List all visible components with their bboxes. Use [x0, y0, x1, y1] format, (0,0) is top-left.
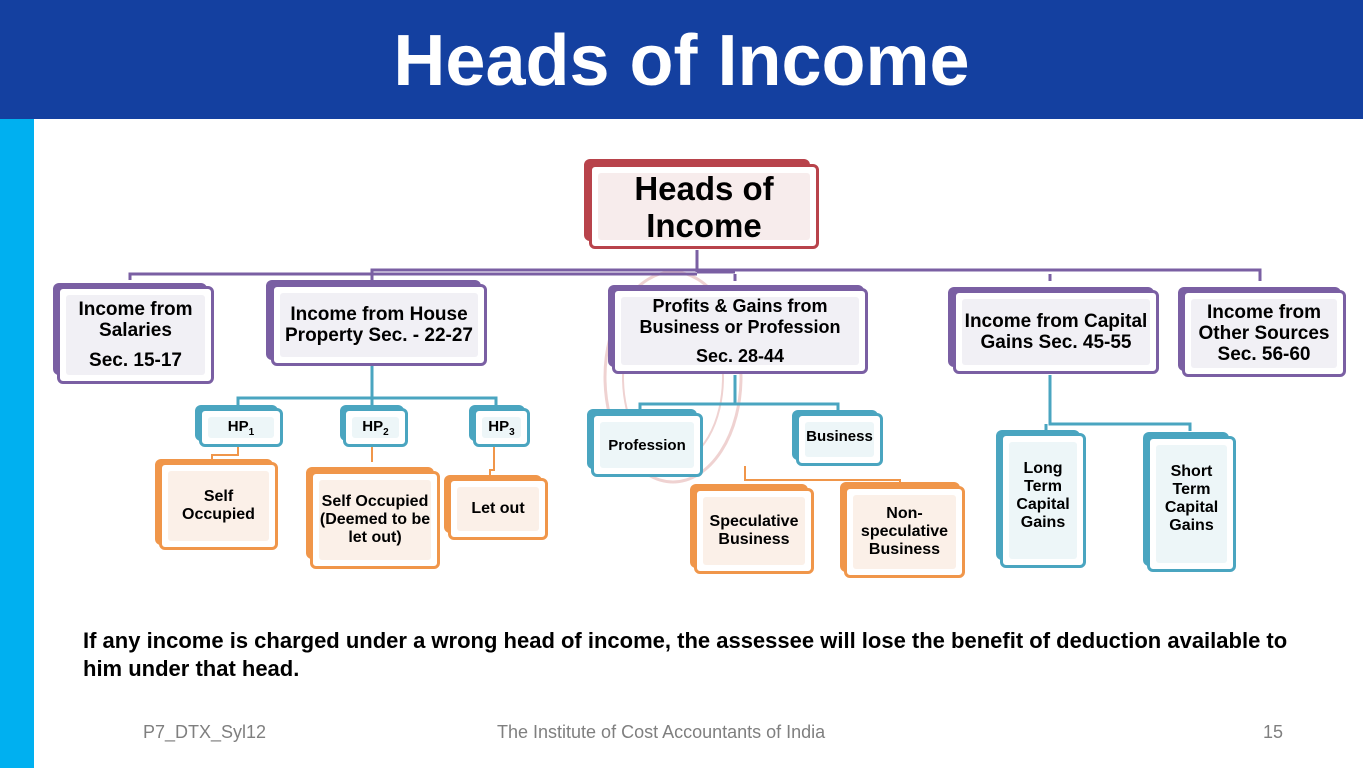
ltcg-label: Long Term Capital Gains [1016, 459, 1070, 531]
head-salaries-section: Sec. 15-17 [89, 350, 182, 371]
root-label: Heads of Income [634, 169, 774, 244]
footer-institute: The Institute of Cost Accountants of India [497, 722, 826, 742]
ltcg-node [1000, 433, 1086, 568]
deemed-let-out-node [310, 471, 440, 569]
note-text: If any income is charged under a wrong head of income, the assessee will lose the benefit of deduction available to him under that head. [83, 628, 1288, 681]
slide-title: Heads of Income [393, 21, 970, 101]
head-other-sources-label: Income from Other Sources Sec. 56-60 [1198, 302, 1330, 365]
hp2-label: $HP_2$ [362, 417, 389, 438]
head-capital-gains-label: Income from Capital Gains Sec. 45-55 [964, 311, 1148, 353]
hp1-label: $HP_1$ [227, 417, 255, 438]
speculative-label: Speculative Business [709, 513, 799, 548]
business-node [796, 413, 883, 466]
head-house-property-label: Income from House Property Sec. - 22-27 [285, 304, 473, 346]
head-other-sources [1182, 290, 1346, 377]
head-business-label: Profits & Gains from Business or Profession [639, 295, 841, 337]
profession-label: Profession [608, 436, 686, 454]
let-out-node [448, 478, 548, 540]
head-salaries-label: Income from Salaries [78, 299, 193, 341]
self-occupied-node [159, 462, 278, 550]
hp3-node [473, 408, 530, 447]
hp2-node [343, 408, 408, 447]
head-business [612, 288, 868, 374]
speculative-node [694, 488, 814, 574]
hp1-node [199, 408, 283, 447]
profession-node [591, 413, 703, 477]
footer-page-number: 15 [1263, 722, 1284, 742]
stcg-node [1147, 436, 1236, 572]
footer-course-code: P7_DTX_Syl12 [143, 722, 267, 742]
head-house-property [271, 284, 487, 366]
let-out-label: Let out [471, 500, 525, 517]
business-label: Business [806, 428, 873, 445]
head-capital-gains [953, 290, 1159, 374]
root-node [589, 164, 819, 249]
non-speculative-label: Non-speculative Business [860, 505, 949, 558]
stcg-label: Short Term Capital Gains [1164, 463, 1219, 534]
hp3-label: $HP_3$ [488, 417, 515, 438]
head-business-section: Sec. 28-44 [695, 345, 785, 366]
self-occupied-label: Self Occupied [182, 488, 255, 523]
head-salaries [57, 286, 214, 384]
deemed-let-out-label: Self Occupied (Deemed to be let out) [319, 493, 431, 546]
non-speculative-node [844, 486, 965, 578]
